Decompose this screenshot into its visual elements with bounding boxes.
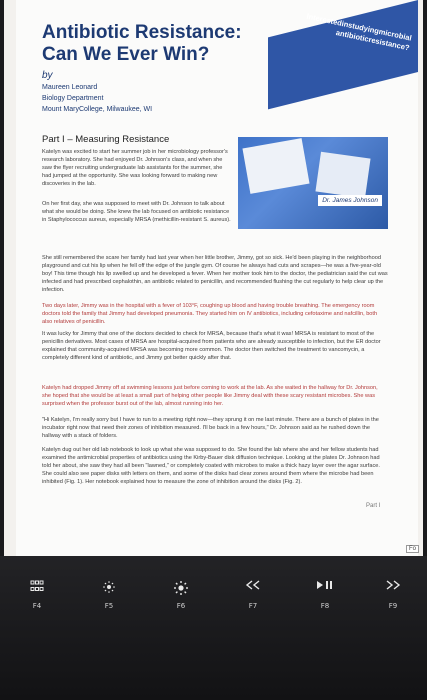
part-tag: Part I xyxy=(366,503,381,509)
photo-paper-shape xyxy=(315,152,370,199)
key-f8[interactable] xyxy=(294,580,356,624)
paragraph: Katelyn dug out her old lab notebook to look up what she was supposed to do. She found the lab where she and her fellow students had examined the antimicrobial properties of antibiotics using the Kirby-Bauer disk diffusion technique. Looking at the plates Dr. Johnson had told her about, she saw they had all been "lawned," or completely coated with microbes to make a thick hazy layer over the agar surface. She could also see paper disks with letters on them, and some of the disks had clear zones around them where the microbe had been inhibited (Fig. 1). Her notebook explained how to measure the zone of inhibition around the disks (Fig. 2). xyxy=(42,447,380,485)
byline: by xyxy=(42,70,53,81)
paragraph: "Hi Katelyn, I'm really sorry but I have to run to a meeting right now—they sprung it on me last minute. There are a bunch of plates in the incubator right now that need their zones of inhibition measured. I'll be back in a few hours," Dr. Johnson said as he rushed down the hallway with a stack of folders. xyxy=(42,417,379,439)
key-label: F4 xyxy=(32,602,42,610)
author-name: Maureen Leonard xyxy=(42,84,98,91)
key-f5[interactable] xyxy=(78,580,140,624)
key-f4[interactable] xyxy=(6,580,68,624)
key-label: F5 xyxy=(104,602,114,610)
banner-text: Interestedinstudyingmicrobial antibioticresistance? xyxy=(305,11,413,53)
photo-label: Dr. James Johnson xyxy=(318,195,382,206)
title-line-1: Antibiotic Resistance: xyxy=(42,22,242,43)
author-department: Biology Department xyxy=(42,95,104,102)
fast-forward-icon xyxy=(362,580,424,590)
key-label: F6 xyxy=(176,602,186,610)
brightness-high-icon xyxy=(150,580,212,596)
document-page xyxy=(16,0,418,556)
laptop-screen xyxy=(4,0,423,556)
paragraph: Two days later, Jimmy was in the hospital with a fever of 103°F, coughing up blood and having trouble breathing. The emergency room doctors told the family that Jimmy had developed pneumonia. They started him on IV antibiotics, including cefotaxime and nafcillin, both also relatives of penicillin. xyxy=(42,303,378,325)
key-label: F7 xyxy=(248,602,258,610)
key-f6[interactable] xyxy=(150,580,212,624)
key-f9[interactable] xyxy=(362,580,424,624)
key-label: F9 xyxy=(388,602,398,610)
page-title xyxy=(42,22,242,66)
author-block xyxy=(42,82,152,115)
grid-icon xyxy=(6,580,68,592)
paragraph: On her first day, she was supposed to meet with Dr. Johnson to talk about what she would be doing. She knew the lab focused on antibiotic resistance in Staphylococcus aureus, especially MRSA (methicillin-resistant S. aureus). xyxy=(42,201,231,223)
laptop-keyboard xyxy=(0,556,427,700)
paragraph: She still remembered the scare her family had last year when her little brother, Jimmy, got so sick. He'd been playing in the neighborhood playground and cut his lip when he fell off the edge of the jungle gym. Of course he always had cuts and scrapes—he was a five-year-old boy! This time though his lip swelled up and he developed a fever. When her mother took him to the doctor, the pediatrician said the cut was infected and had prescribed cephalothin, an antibiotic related to penicillin, and recommended flushing the cut regularly to help clear up the infection. xyxy=(42,255,388,293)
corner-tag: Fo xyxy=(406,545,419,553)
key-f7[interactable] xyxy=(222,580,284,624)
brightness-low-icon xyxy=(78,580,140,594)
paragraph: Katelyn had dropped Jimmy off at swimming lessons just before coming to work at the lab. As she waited in the hallway for Dr. Johnson, she hoped that she would be at least a small part of helping other people like Jimmy deal with these scary resistant microbes. She was surprised when the professor burst out of the lab, almost running into her. xyxy=(42,385,378,407)
title-line-2: Can We Ever Win? xyxy=(42,44,210,65)
author-college: Mount MaryCollege, Milwaukee, WI xyxy=(42,106,153,113)
photo-paper-shape xyxy=(242,138,309,194)
play-pause-icon xyxy=(294,580,356,590)
rewind-icon xyxy=(222,580,284,590)
paragraph: Katelyn was excited to start her summer job in her microbiology professor's research laboratory. She had enjoyed Dr. Johnson's class, and when she saw the flyer recruiting undergraduate lab assistants for the summer, she had jumped at the opportunity. She was looking forward to making new discoveries in the lab. xyxy=(42,149,228,187)
figure-photo xyxy=(238,137,388,229)
paragraph: It was lucky for Jimmy that one of the doctors decided to check for MRSA, because that's what it was! MRSA is resistant to most of the penicillin derivatives. Most cases of MRSA are hospital-acquired from patients who are already susceptible to infection, but the ER doctor explained that community-acquired MRSA was becoming more common. The doctor then switched the treatment to vancomycin, a completely different kind of antibiotic, and Jimmy got better quickly after that. xyxy=(42,331,381,361)
key-label: F8 xyxy=(320,602,330,610)
section-heading: Part I – Measuring Resistance xyxy=(42,134,170,145)
